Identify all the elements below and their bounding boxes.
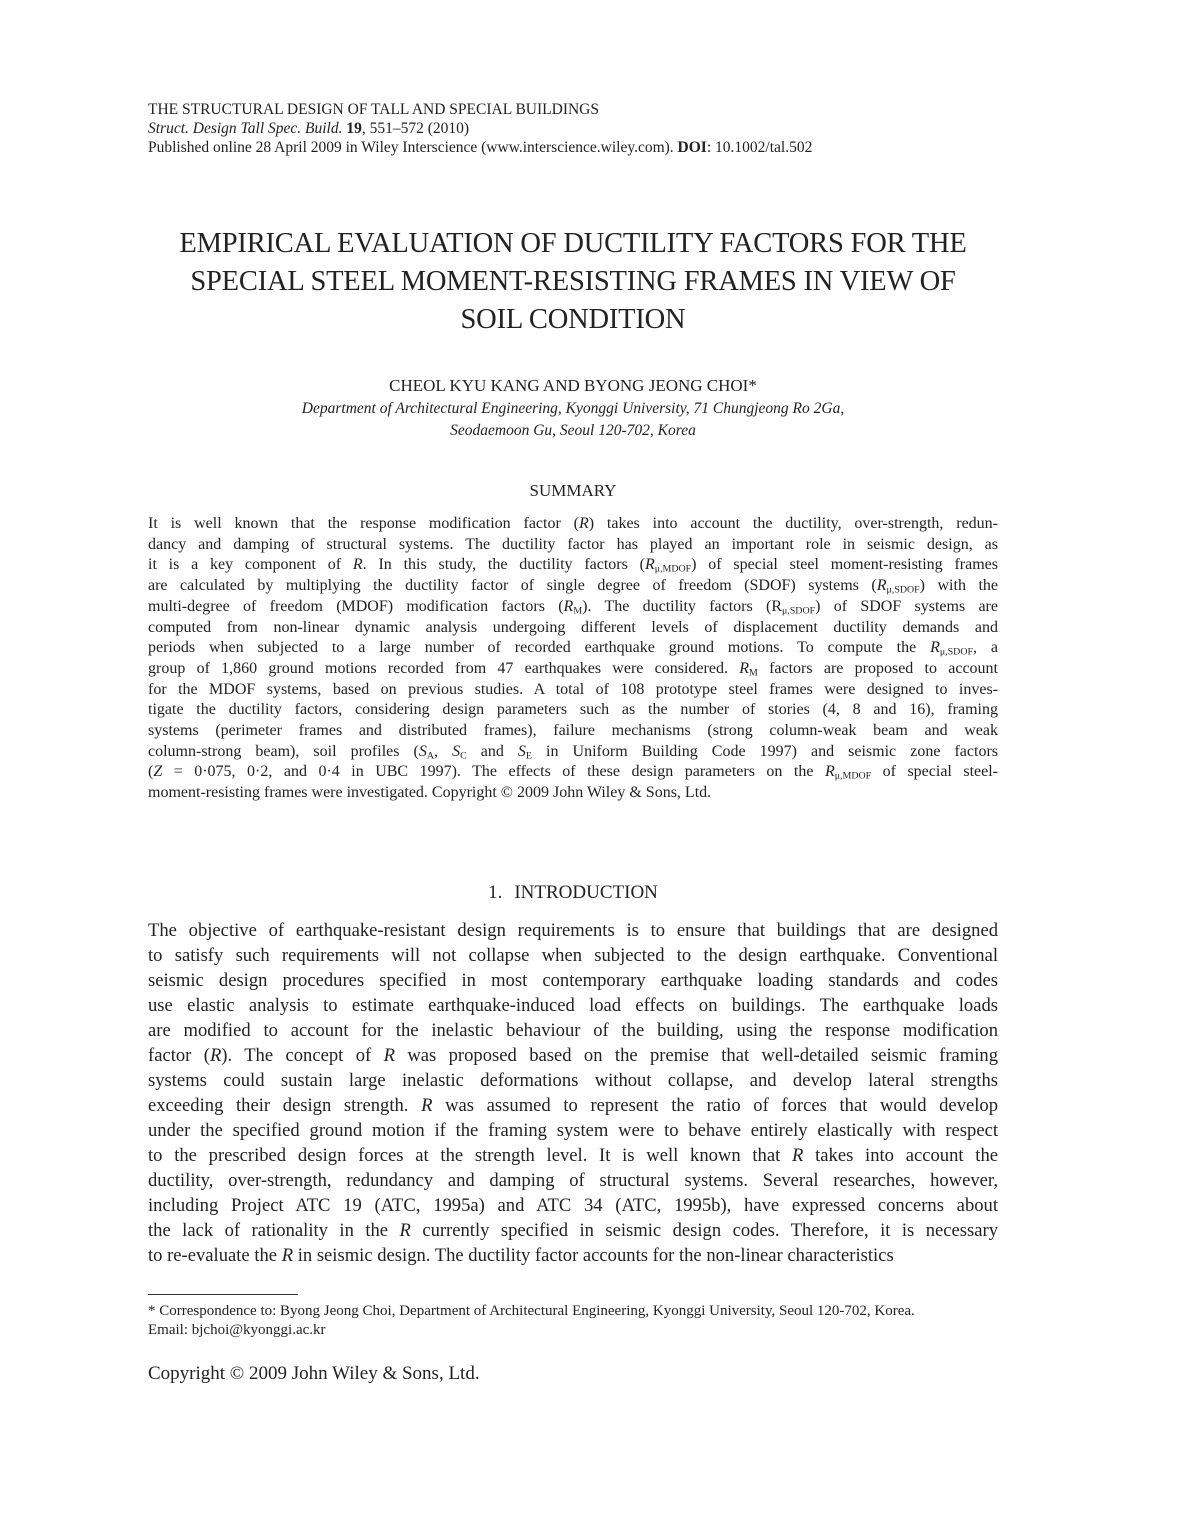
text-line [148, 762, 998, 783]
text-line [148, 597, 998, 618]
footnote [148, 1302, 1008, 1340]
text-run: and [466, 742, 518, 760]
text-line [148, 1018, 998, 1043]
text-run: of special steel- [871, 763, 998, 781]
journal-citation [148, 119, 1028, 138]
subscript: A [426, 750, 435, 762]
authors: CHEOL KYU KANG AND BYONG JEONG CHOI* [389, 376, 757, 395]
subscript: μ,MDOF [654, 563, 692, 575]
italic-symbol: R [930, 639, 940, 657]
text-line [148, 1143, 998, 1168]
doi-value: : 10.1002/tal.502 [706, 139, 813, 156]
introduction-body [148, 918, 998, 1268]
text-run: are calculated by multiplying the ductility factor of single degree of freedom (SDOF) systems ( [148, 577, 877, 595]
text-line [148, 783, 998, 804]
copyright-notice: Copyright © 2009 John Wiley & Sons, Ltd. [148, 1363, 480, 1384]
italic-symbol: R [578, 515, 589, 532]
text-line [148, 618, 998, 639]
text-run: ). The concept of [221, 1045, 384, 1066]
text-run: under the specified ground motion if the framing system were to behave entirely elastically with respect [148, 1120, 998, 1141]
text-run: dancy and damping of structural systems. The ductility factor has played an important role in seismic design, as [148, 535, 998, 553]
text-line [148, 680, 998, 701]
doi-label: DOI [677, 139, 707, 156]
italic-symbol: R [281, 1245, 294, 1266]
text-run: to the prescribed design forces at the strength level. It is well known that [148, 1145, 793, 1166]
citation-journal: Struct. Design Tall Spec. Build. [148, 120, 343, 137]
citation-pages: , 551–572 (2010) [361, 120, 470, 137]
italic-symbol: R [209, 1045, 222, 1066]
text-run: factor ( [148, 1045, 210, 1066]
subscript: M [749, 667, 758, 679]
text-run: in Uniform Building Code 1997) and seismic zone factors [531, 742, 998, 760]
italic-symbol: R [824, 763, 835, 781]
text-run: ductility, over-strength, redundancy and damping of structural systems. Several researches, however, [148, 1170, 998, 1191]
text-run: factors are proposed to account [757, 659, 998, 677]
text-run: ) takes into account the ductility, over-strength, redun- [588, 515, 998, 532]
affiliation-line: Department of Architectural Engineering, Kyonggi University, 71 Chungjeong Ro 2Ga, [301, 400, 845, 417]
summary-body [148, 514, 998, 804]
text-run: computed from non-linear dynamic analysis undergoing different levels of displacement ductility demands and [148, 618, 998, 636]
section-heading-introduction [148, 881, 998, 905]
text-run: It is well known that the response modification factor ( [148, 515, 579, 532]
italic-symbol: S [517, 742, 526, 760]
text-run: are modified to account for the inelastic behaviour of the building, using the response modification [148, 1020, 998, 1041]
subscript: E [525, 750, 532, 762]
text-run: ( [148, 763, 154, 781]
italic-symbol: R [563, 597, 574, 615]
text-line [148, 968, 998, 993]
text-line [148, 1093, 998, 1118]
text-run: ) with the [919, 577, 998, 595]
text-run: systems (perimeter frames and distributed frames), failure mechanisms (strong column-weak beam and weak [148, 722, 998, 740]
text-line [148, 1068, 998, 1093]
text-line [148, 1043, 998, 1068]
italic-symbol: S [418, 742, 427, 760]
subscript: μ,SDOF [782, 605, 816, 617]
publication-info [148, 138, 1028, 157]
italic-symbol: S [452, 742, 461, 760]
affiliation [148, 398, 998, 442]
text-run: ). The ductility factors (R [582, 597, 782, 615]
text-run: = 0·075, 0·2, and 0·4 in UBC 1997). The effects of these design parameters on the [162, 763, 825, 781]
title-line: EMPIRICAL EVALUATION OF DUCTILITY FACTORS FOR THE [179, 228, 967, 259]
text-run: , [434, 742, 453, 760]
footnote-line: * Correspondence to: Byong Jeong Choi, Department of Architectural Engineering, Kyonggi University, Seoul 120-702, Korea. [148, 1303, 915, 1319]
footnote-line: Email: bjchoi@kyonggi.ac.kr [148, 1322, 326, 1338]
text-run: exceeding their design strength. [148, 1095, 422, 1116]
text-run: currently specified in seismic design codes. Therefore, it is necessary [410, 1220, 998, 1241]
text-run: ) of special steel moment-resisting frames [691, 556, 998, 574]
citation-volume: 19 [346, 120, 362, 137]
text-line [148, 1243, 998, 1268]
italic-symbol: R [739, 659, 749, 677]
text-line [148, 742, 998, 763]
italic-symbol: R [792, 1145, 804, 1166]
text-run: takes into account the [803, 1145, 998, 1166]
text-line [148, 1218, 998, 1243]
italic-symbol: R [383, 1045, 395, 1066]
italic-symbol: R [399, 1220, 411, 1241]
subscript: μ,MDOF [834, 770, 872, 782]
italic-symbol: Z [153, 763, 163, 781]
text-run: in seismic design. The ductility factor accounts for the non-linear characteristics [293, 1245, 894, 1266]
text-line [148, 700, 998, 721]
section-number: 1. [488, 882, 503, 903]
published-text: Published online 28 April 2009 in Wiley Interscience (www.interscience.wiley.com). [148, 139, 678, 156]
italic-symbol: R [876, 577, 887, 595]
subscript: M [573, 605, 583, 617]
text-line [148, 1193, 998, 1218]
text-run: the lack of rationality in the [148, 1220, 400, 1241]
text-run: for the MDOF systems, based on previous studies. A total of 108 prototype steel frames were designed to inves- [148, 680, 998, 698]
text-line [148, 993, 998, 1018]
text-run: seismic design procedures specified in most contemporary earthquake loading standards and codes [148, 970, 998, 991]
affiliation-line: Seodaemoon Gu, Seoul 120-702, Korea [450, 422, 696, 439]
text-line [148, 514, 998, 535]
text-run: , a [973, 639, 998, 657]
italic-symbol: R [352, 556, 363, 574]
text-run: systems could sustain large inelastic deformations without collapse, and develop lateral strengths [148, 1070, 998, 1091]
text-run: including Project ATC 19 (ATC, 1995a) and ATC 34 (ATC, 1995b), have expressed concerns about [148, 1195, 998, 1216]
text-line [148, 638, 998, 659]
text-line [148, 555, 998, 576]
text-line [148, 943, 998, 968]
section-title: INTRODUCTION [514, 882, 658, 903]
text-run: to satisfy such requirements will not collapse when subjected to the design earthquake. Conventional [148, 945, 998, 966]
text-run: group of 1,860 ground motions recorded from 47 earthquakes were considered. [148, 659, 740, 677]
text-run: column-strong beam), soil profiles ( [148, 742, 419, 760]
text-line [148, 576, 998, 597]
subscript: μ,SDOF [886, 584, 920, 596]
summary-heading: SUMMARY [529, 481, 617, 500]
text-run: was proposed based on the premise that well-detailed seismic framing [394, 1045, 998, 1066]
text-line [148, 659, 998, 680]
text-run: The objective of earthquake-resistant design requirements is to ensure that buildings that are designed [148, 920, 998, 941]
text-run: was assumed to represent the ratio of forces that would develop [432, 1095, 998, 1116]
title-line: SOIL CONDITION [460, 304, 686, 335]
text-run: use elastic analysis to estimate earthquake-induced load effects on buildings. The earthquake loads [148, 995, 998, 1016]
journal-name: THE STRUCTURAL DESIGN OF TALL AND SPECIAL BUILDINGS [148, 101, 599, 118]
text-line [148, 535, 998, 556]
paper-title [148, 225, 998, 339]
text-line [148, 1118, 998, 1143]
text-run: . In this study, the ductility factors ( [362, 556, 645, 574]
text-run: it is a key component of [148, 556, 353, 574]
text-line [148, 721, 998, 742]
italic-symbol: R [644, 556, 655, 574]
subscript: C [460, 750, 467, 762]
subscript: μ,SDOF [939, 646, 973, 658]
journal-header [148, 100, 1028, 157]
text-run: multi-degree of freedom (MDOF) modification factors ( [148, 597, 564, 615]
title-line: SPECIAL STEEL MOMENT-RESISTING FRAMES IN VIEW OF [190, 266, 956, 297]
italic-symbol: R [421, 1095, 433, 1116]
text-run: tigate the ductility factors, considering design parameters such as the number of stories (4, 8 and 16), framing [148, 701, 998, 719]
text-line [148, 918, 998, 943]
text-run: periods when subjected to a large number of recorded earthquake ground motions. To compute the [148, 639, 931, 657]
text-run: ) of SDOF systems are [815, 597, 998, 615]
footnote-divider [148, 1294, 298, 1295]
text-run: to re-evaluate the [148, 1245, 282, 1266]
text-run: moment-resisting frames were investigated. Copyright © 2009 John Wiley & Sons, Ltd. [148, 784, 712, 802]
text-line [148, 1168, 998, 1193]
